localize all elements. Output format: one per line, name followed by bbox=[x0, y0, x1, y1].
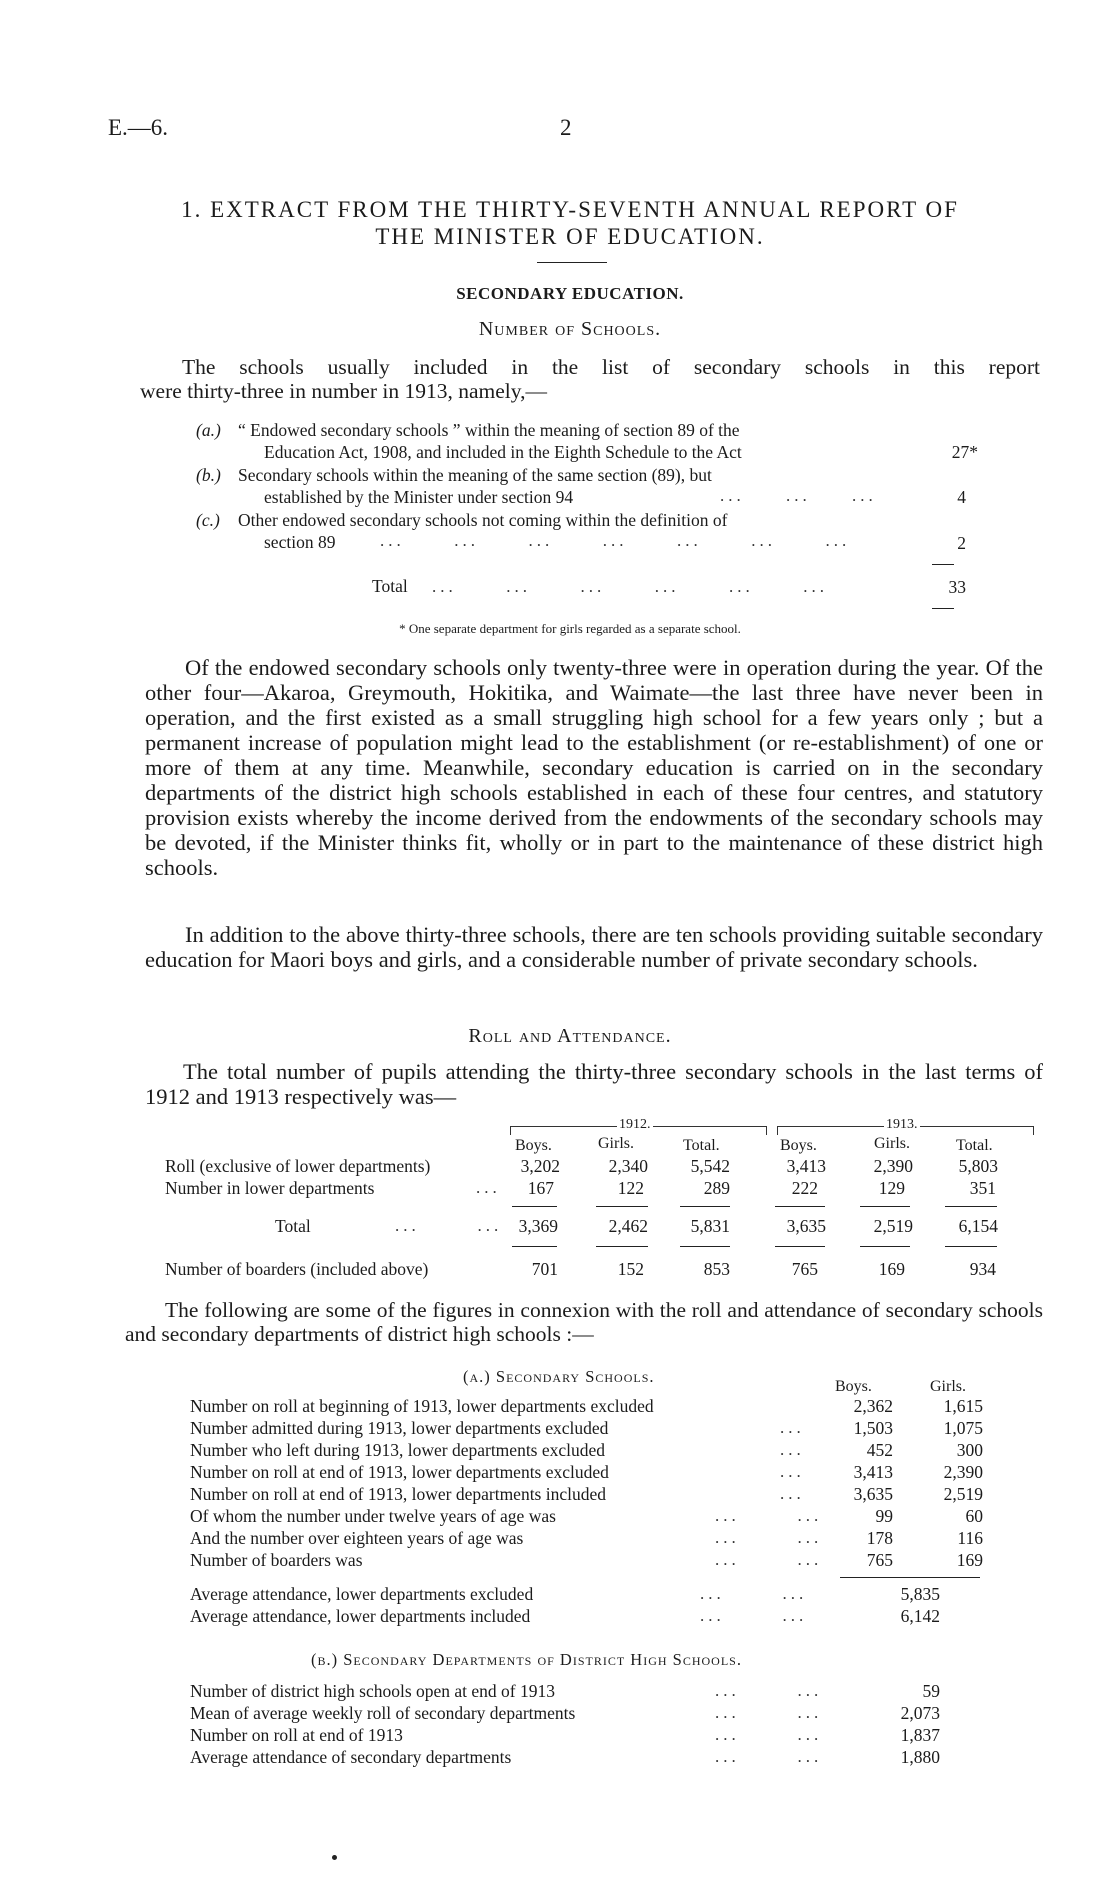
district-high-heading: (b.) Secondary Departments of District High Schools. bbox=[311, 1650, 742, 1669]
row-label: Total bbox=[275, 1216, 311, 1236]
item-label: (b.) bbox=[196, 465, 221, 485]
item-text-line-1: Secondary schools within the meaning of the same section (89), but bbox=[238, 465, 712, 485]
category-c-count: 2 bbox=[957, 533, 966, 553]
leader-dots: ... ... bbox=[700, 1584, 808, 1603]
cell: 2,519 bbox=[873, 1216, 913, 1236]
row-label: Number of boarders (included above) bbox=[165, 1259, 429, 1279]
title-line-1: 1. EXTRACT FROM THE THIRTY-SEVENTH ANNUAL REPORT OF bbox=[181, 197, 959, 222]
value-cell: 2,073 bbox=[900, 1703, 940, 1723]
boys-cell: 3,635 bbox=[853, 1484, 893, 1504]
cell: 289 bbox=[703, 1178, 730, 1198]
boys-cell: 1,503 bbox=[853, 1418, 893, 1438]
row-label: Number of boarders was bbox=[190, 1550, 363, 1570]
value-cell: 1,880 bbox=[900, 1747, 940, 1767]
cell: 3,635 bbox=[786, 1216, 826, 1236]
boys-cell: 2,362 bbox=[853, 1396, 893, 1416]
cell: 129 bbox=[878, 1178, 905, 1198]
girls-cell: 60 bbox=[965, 1506, 983, 1526]
sum-rule bbox=[775, 1246, 825, 1247]
cell: 5,542 bbox=[690, 1156, 730, 1176]
sum-rule bbox=[932, 608, 954, 609]
category-a-count: 27* bbox=[951, 442, 978, 462]
leader-dots: ... ... bbox=[715, 1528, 823, 1547]
title-line-2: THE MINISTER OF EDUCATION. bbox=[375, 224, 765, 249]
row-label: Number on roll at beginning of 1913, lower departments excluded bbox=[190, 1396, 654, 1416]
column-header: Girls. bbox=[598, 1135, 634, 1152]
cell: 152 bbox=[617, 1259, 644, 1279]
boys-cell: 452 bbox=[866, 1440, 893, 1460]
cell: 934 bbox=[969, 1259, 996, 1279]
page-title bbox=[100, 196, 1040, 250]
number-of-schools-heading: Number of Schools. bbox=[478, 318, 662, 340]
sum-brace bbox=[840, 1577, 980, 1578]
roll-attendance-heading: Roll and Attendance. bbox=[468, 1025, 672, 1047]
boys-cell: 3,413 bbox=[853, 1462, 893, 1482]
item-text-line-1: “ Endowed secondary schools ” within the meaning of section 89 of the bbox=[238, 420, 740, 440]
sum-rule bbox=[512, 1206, 557, 1207]
cell: 2,462 bbox=[608, 1216, 648, 1236]
item-label: (a.) bbox=[196, 420, 221, 440]
girls-cell: 2,519 bbox=[943, 1484, 983, 1504]
sum-rule bbox=[945, 1246, 997, 1247]
row-label: Number admitted during 1913, lower departments excluded bbox=[190, 1418, 609, 1438]
column-header: Total. bbox=[956, 1137, 993, 1154]
item-text-line-1: Other endowed secondary schools not coming within the definition of bbox=[238, 510, 728, 530]
column-header: Girls. bbox=[930, 1378, 966, 1395]
total-count: 33 bbox=[948, 577, 966, 597]
cell: 351 bbox=[969, 1178, 996, 1198]
year-label-1912: 1912. bbox=[619, 1117, 651, 1132]
endowed-schools-paragraph: Of the endowed secondary schools only twenty-three were in operation during the year. Of the other four—Akaroa, Greymouth, Hokitika, and Waimate—the last three have never been in operation, and the first existed as a small struggling high school for a few years only ; but a permanent increase of population might lead to the establishment (or re-establishment) of one or more of them at any time. Meanwhile, secondary education is carried on in the secondary departments of the district high schools established in each of these four centres, and statutory provision exists whereby the income derived from the endowments of the secondary schools may be devoted, if the Minister thinks fit, wholly or in part to the maintenance of these district high schools. bbox=[145, 655, 1043, 880]
page-speck bbox=[332, 1855, 337, 1860]
schools-intro-line-2: were thirty-three in number in 1913, namely,— bbox=[140, 379, 547, 403]
row-label: Number on roll at end of 1913, lower departments included bbox=[190, 1484, 607, 1504]
leader-dots: ... bbox=[780, 1440, 805, 1459]
leader-dots: ... ... bbox=[700, 1606, 808, 1625]
cell: 765 bbox=[791, 1259, 818, 1279]
cell: 5,835 bbox=[900, 1584, 940, 1604]
cell: 222 bbox=[791, 1178, 818, 1198]
sum-rule bbox=[680, 1206, 730, 1207]
row-label: Number on roll at end of 1913 bbox=[190, 1725, 403, 1745]
figures-intro: The following are some of the figures in connexion with the roll and attendance of secondary schools and secondary departments of district high schools :— bbox=[125, 1298, 1043, 1346]
item-text-line-2: Education Act, 1908, and included in the Eighth Schedule to the Act bbox=[264, 442, 742, 462]
sum-rule bbox=[512, 1246, 557, 1247]
girls-cell: 116 bbox=[957, 1528, 983, 1548]
sum-rule bbox=[596, 1246, 648, 1247]
row-label: Roll (exclusive of lower departments) bbox=[165, 1156, 431, 1176]
cell: 169 bbox=[878, 1259, 905, 1279]
cell: 3,369 bbox=[518, 1216, 558, 1236]
leader-dots: ... ... bbox=[715, 1703, 823, 1722]
row-label: Number of district high schools open at end of 1913 bbox=[190, 1681, 556, 1701]
sum-rule bbox=[860, 1246, 910, 1247]
girls-cell: 1,615 bbox=[943, 1396, 983, 1416]
roll-intro: The total number of pupils attending the thirty-three secondary schools in the last terms of 1912 and 1913 respectively was— bbox=[145, 1059, 1043, 1109]
cell: 6,142 bbox=[900, 1606, 940, 1626]
leader-dots: ... bbox=[780, 1484, 805, 1503]
schools-intro-line-1: The schools usually included in the list of secondary schools in this report bbox=[182, 355, 1040, 379]
total-label: Total bbox=[372, 576, 408, 596]
column-header: Boys. bbox=[835, 1378, 872, 1395]
sum-rule bbox=[596, 1206, 648, 1207]
girls-cell: 2,390 bbox=[943, 1462, 983, 1482]
column-header: Boys. bbox=[515, 1137, 552, 1154]
value-cell: 1,837 bbox=[900, 1725, 940, 1745]
row-label: Mean of average weekly roll of secondary departments bbox=[190, 1703, 576, 1723]
leader-dots: ... ... bbox=[715, 1747, 823, 1766]
row-label: Average attendance, lower departments excluded bbox=[190, 1584, 534, 1604]
boys-cell: 99 bbox=[875, 1506, 893, 1526]
girls-cell: 1,075 bbox=[943, 1418, 983, 1438]
column-header: Boys. bbox=[780, 1137, 817, 1154]
boys-cell: 765 bbox=[866, 1550, 893, 1570]
document-reference: E.—6. bbox=[108, 115, 169, 140]
cell: 2,390 bbox=[873, 1156, 913, 1176]
leader-dots: ... ... bbox=[395, 1216, 503, 1235]
item-text-line-2: section 89 bbox=[264, 532, 336, 552]
item-text-line-2: established by the Minister under section 94 bbox=[264, 487, 574, 507]
girls-cell: 169 bbox=[956, 1550, 983, 1570]
row-label: Of whom the number under twelve years of age was bbox=[190, 1506, 556, 1526]
column-header: Total. bbox=[683, 1137, 720, 1154]
leader-dots: ... ... bbox=[715, 1725, 823, 1744]
boys-cell: 178 bbox=[866, 1528, 893, 1548]
girls-cell: 300 bbox=[956, 1440, 983, 1460]
sum-rule bbox=[932, 564, 954, 565]
sum-rule bbox=[945, 1206, 997, 1207]
secondary-schools-heading: (a.) Secondary Schools. bbox=[463, 1367, 655, 1386]
cell: 3,202 bbox=[520, 1156, 560, 1176]
sum-rule bbox=[860, 1206, 910, 1207]
leader-dots: ... ... ... ... ... ... bbox=[432, 577, 828, 596]
cell: 853 bbox=[703, 1259, 730, 1279]
row-label: Average attendance of secondary departments bbox=[190, 1747, 512, 1767]
maori-schools-paragraph: In addition to the above thirty-three schools, there are ten schools providing suitable secondary education for Maori boys and girls, and a considerable number of private secondary schools. bbox=[145, 922, 1043, 972]
leader-dots: ... bbox=[476, 1178, 501, 1197]
leader-dots: ... ... bbox=[715, 1506, 823, 1525]
row-label: Number on roll at end of 1913, lower departments excluded bbox=[190, 1462, 609, 1482]
cell: 2,340 bbox=[608, 1156, 648, 1176]
value-cell: 59 bbox=[922, 1681, 940, 1701]
cell: 5,803 bbox=[958, 1156, 998, 1176]
year-label-1913: 1913. bbox=[886, 1117, 918, 1132]
cell: 167 bbox=[527, 1178, 554, 1198]
section-heading: SECONDARY EDUCATION. bbox=[456, 284, 684, 303]
cell: 701 bbox=[531, 1259, 558, 1279]
category-b-count: 4 bbox=[957, 487, 966, 507]
item-label: (c.) bbox=[196, 510, 220, 530]
column-header: Girls. bbox=[874, 1135, 910, 1152]
row-label: And the number over eighteen years of age was bbox=[190, 1528, 524, 1548]
cell: 5,831 bbox=[690, 1216, 730, 1236]
footnote: * One separate department for girls regarded as a separate school. bbox=[399, 621, 741, 636]
row-label: Number in lower departments bbox=[165, 1178, 375, 1198]
leader-dots: ... ... ... ... ... ... ... bbox=[380, 531, 851, 550]
cell: 6,154 bbox=[958, 1216, 998, 1236]
page-number: 2 bbox=[560, 115, 572, 140]
schools-intro bbox=[140, 355, 1040, 403]
row-label: Number who left during 1913, lower departments excluded bbox=[190, 1440, 606, 1460]
leader-dots: ... ... bbox=[715, 1550, 823, 1569]
row-label: Average attendance, lower departments included bbox=[190, 1606, 531, 1626]
leader-dots: ... bbox=[780, 1418, 805, 1437]
leader-dots: ... ... bbox=[715, 1681, 823, 1700]
cell: 122 bbox=[617, 1178, 644, 1198]
sum-rule bbox=[775, 1206, 825, 1207]
cell: 3,413 bbox=[786, 1156, 826, 1176]
title-divider bbox=[537, 262, 607, 263]
sum-rule bbox=[680, 1246, 730, 1247]
leader-dots: ... bbox=[780, 1462, 805, 1481]
leader-dots: ... ... ... bbox=[720, 486, 877, 505]
